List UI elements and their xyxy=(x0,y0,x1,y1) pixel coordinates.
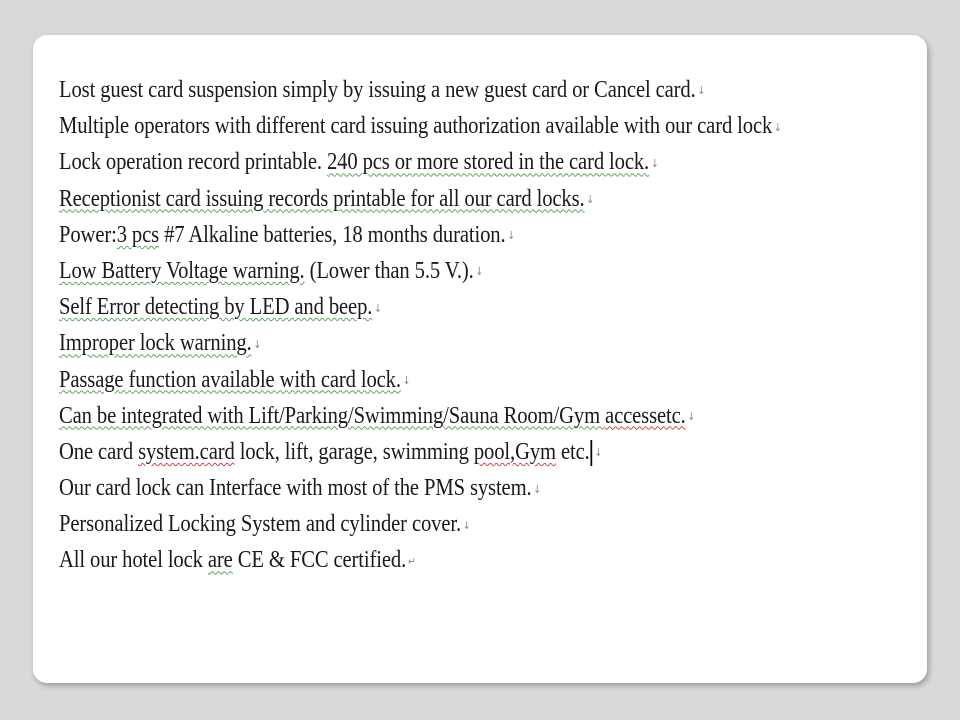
text-segment: lock, lift, garage, swimming xyxy=(234,438,474,465)
text-line[interactable] xyxy=(59,217,799,253)
text-segment: CE & FCC certified. xyxy=(232,547,407,574)
text-line[interactable] xyxy=(59,72,799,108)
spelling-flagged-text: accessetc. xyxy=(605,402,686,429)
text-line[interactable] xyxy=(59,289,799,325)
text-segment: One card xyxy=(59,438,139,465)
grammar-flagged-text: Passage function available with card lock. xyxy=(59,366,401,393)
grammar-flagged-text: are xyxy=(207,547,233,574)
text-segment: (Lower than 5.5 V.). xyxy=(304,257,474,284)
paragraph-mark-icon: ↓ xyxy=(533,482,542,496)
paragraph-mark-icon: ↓ xyxy=(462,518,471,532)
paragraph-mark-icon: ↵ xyxy=(407,554,416,568)
document-text-body[interactable] xyxy=(59,72,919,579)
text-segment: etc. xyxy=(555,438,590,465)
text-segment: Multiple operators with different card issuing authorization available with our card lock xyxy=(59,113,773,140)
slide-card xyxy=(33,35,927,683)
text-line[interactable] xyxy=(59,470,799,506)
grammar-flagged-text: Improper lock warning. xyxy=(59,330,252,357)
paragraph-mark-icon: ↓ xyxy=(650,156,659,170)
paragraph-mark-icon: ↓ xyxy=(374,301,382,315)
text-line[interactable] xyxy=(59,542,799,578)
text-cursor xyxy=(591,440,592,466)
text-segment: Our card lock can Interface with most of the PMS system. xyxy=(59,475,532,502)
text-segment: Lost guest card suspension simply by issuing a new guest card or Cancel card. xyxy=(59,77,696,103)
grammar-flagged-text: 3 pcs xyxy=(116,221,160,248)
grammar-flagged-text: Receptionist card issuing records printable for all our card locks. xyxy=(59,185,585,212)
text-line[interactable] xyxy=(59,144,799,180)
paragraph-mark-icon: ↓ xyxy=(586,193,595,207)
text-line[interactable] xyxy=(59,325,799,361)
paragraph-mark-icon: ↓ xyxy=(402,373,411,387)
paragraph-mark-icon: ↓ xyxy=(594,446,603,460)
text-line[interactable] xyxy=(59,398,799,434)
paragraph-mark-icon: ↓ xyxy=(687,410,696,424)
paragraph-mark-icon: ↓ xyxy=(253,337,262,351)
grammar-flagged-text: 240 pcs or more stored in the card lock. xyxy=(326,149,650,176)
grammar-flagged-text: Self Error detecting by LED and beep. xyxy=(59,294,373,321)
text-line[interactable] xyxy=(59,108,799,144)
text-segment: Power: xyxy=(59,221,117,248)
paragraph-mark-icon: ↓ xyxy=(697,84,706,98)
text-line[interactable] xyxy=(59,434,799,470)
paragraph-mark-icon: ↓ xyxy=(507,229,516,243)
grammar-flagged-text: Low Battery Voltage warning. xyxy=(59,257,305,284)
text-segment: All our hotel lock xyxy=(59,547,208,574)
spelling-flagged-text: pool,Gym xyxy=(473,438,556,465)
spelling-flagged-text: system.card xyxy=(138,438,235,465)
text-line[interactable] xyxy=(59,253,799,289)
text-line[interactable] xyxy=(59,181,799,217)
paragraph-mark-icon: ↓ xyxy=(773,120,782,134)
text-segment: Lock operation record printable. xyxy=(59,149,327,176)
text-line[interactable] xyxy=(59,362,799,398)
paragraph-mark-icon: ↓ xyxy=(475,265,484,279)
text-segment: #7 Alkaline batteries, 18 months duration. xyxy=(159,221,506,248)
text-line[interactable] xyxy=(59,506,799,542)
grammar-flagged-text: Can be integrated with Lift/Parking/Swimming/Sauna Room/Gym xyxy=(59,402,606,429)
text-segment: Personalized Locking System and cylinder cover. xyxy=(59,511,462,538)
